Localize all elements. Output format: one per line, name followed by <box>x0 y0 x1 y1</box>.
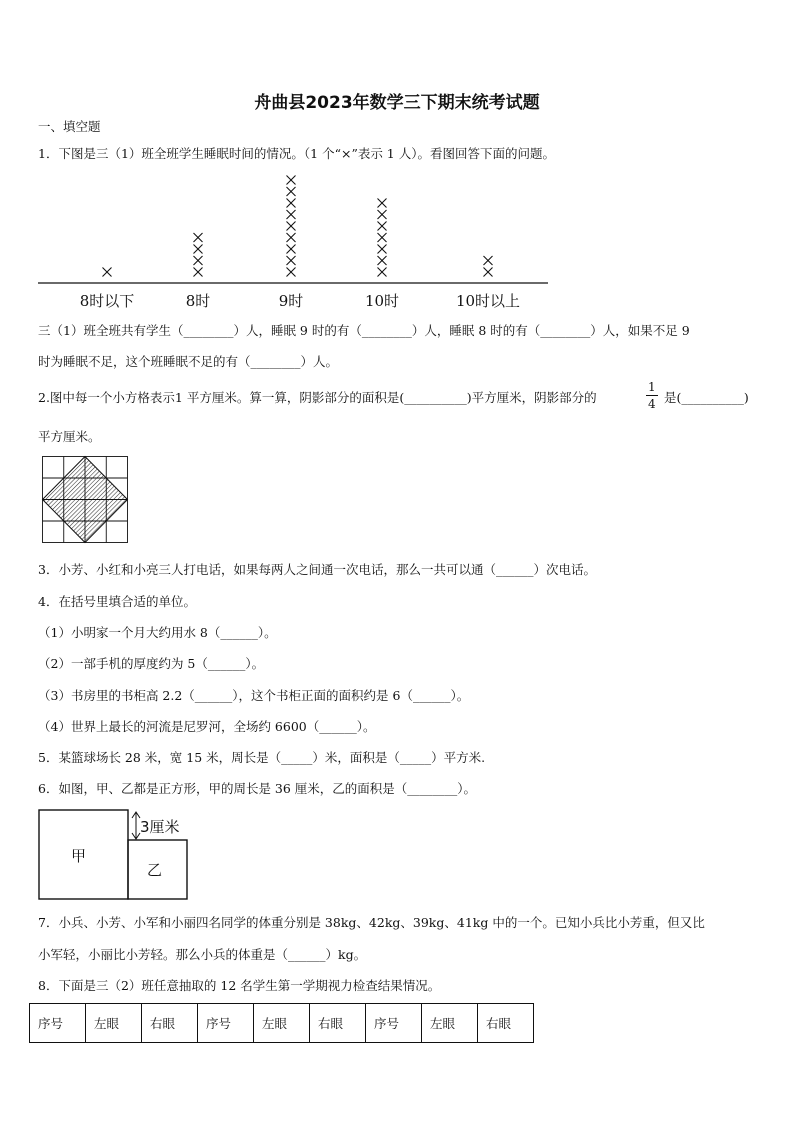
fraction-numerator: 1 <box>648 380 656 394</box>
q4-item-1: （1）小明家一个月大约用水 8（______）。 <box>38 625 277 640</box>
header-cell: 右眼 <box>310 1004 366 1043</box>
cross-mark <box>194 233 203 242</box>
cross-mark <box>378 210 387 219</box>
q4-item-3: （3）书房里的书柜高 2.2（______），这个书柜正面的面积约是 6（______）。 <box>38 688 470 703</box>
category-label: 10时以上 <box>455 292 521 310</box>
header-cell: 右眼 <box>142 1004 198 1043</box>
cross-mark <box>484 256 493 265</box>
cross-mark <box>287 176 296 185</box>
q7-line1: 7．小兵、小芳、小军和小丽四名同学的体重分别是 38kg、42kg、39kg、41kg 中的一个。已知小兵比小芳重，但又比 <box>38 915 705 930</box>
q7-line2: 小军轻，小丽比小芳轻。那么小兵的体重是（______）kg。 <box>38 947 367 962</box>
cross-mark <box>194 268 203 277</box>
category-label: 9时 <box>278 292 304 310</box>
q1-line2: 时为睡眠不足，这个班睡眠不足的有（________）人。 <box>38 354 339 369</box>
cross-mark <box>194 245 203 254</box>
category-label: 8时 <box>185 292 211 310</box>
cross-mark <box>287 210 296 219</box>
page-title: 舟曲县2023年数学三下期末统考试题 <box>254 93 540 113</box>
q3-text: 3．小芳、小红和小亮三人打电话，如果每两人之间通一次电话，那么一共可以通（______）次电话。 <box>38 562 596 577</box>
cross-mark <box>103 268 112 277</box>
cross-mark <box>378 222 387 231</box>
header-cell: 序号 <box>366 1004 422 1043</box>
q1-line1: 三（1）班全班共有学生（________）人，睡眠 9 时的有（________）人，睡眠 8 时的有（________）人，如果不足 9 <box>38 323 690 338</box>
fraction-denominator: 4 <box>648 397 656 411</box>
header-cell: 左眼 <box>86 1004 142 1043</box>
category-label: 8时以下 <box>79 292 135 310</box>
section-heading: 一、填空题 <box>38 119 101 134</box>
one-quarter-fraction <box>646 381 658 410</box>
q2-part2: 是(__________) <box>664 390 749 405</box>
cross-mark <box>378 199 387 208</box>
cross-mark <box>378 268 387 277</box>
q6-stem: 6．如图，甲、乙都是正方形，甲的周长是 36 厘米，乙的面积是（________）。 <box>38 781 477 796</box>
cross-mark <box>287 233 296 242</box>
q8-stem: 8．下面是三（2）班任意抽取的 12 名学生第一学期视力检查结果情况。 <box>38 978 441 993</box>
cross-mark <box>287 245 296 254</box>
label-3cm: 3厘米 <box>140 818 180 836</box>
q1-stem: 1．下图是三（1）班全班学生睡眠时间的情况。（1 个“×”表示 1 人）。看图回答下面的问题。 <box>38 146 555 161</box>
cross-mark <box>287 256 296 265</box>
header-cell: 序号 <box>30 1004 86 1043</box>
cross-mark <box>484 268 493 277</box>
header-cell: 序号 <box>198 1004 254 1043</box>
cross-mark <box>378 245 387 254</box>
label-yi: 乙 <box>147 861 163 879</box>
q2-line2: 平方厘米。 <box>38 429 101 444</box>
cross-mark <box>287 222 296 231</box>
sleep-dot-plot <box>0 0 794 330</box>
category-label: 10时 <box>364 292 400 310</box>
cross-mark <box>287 268 296 277</box>
q4-item-2: （2）一部手机的厚度约为 5（______）。 <box>38 656 265 671</box>
cross-mark <box>287 199 296 208</box>
vision-table <box>29 1003 534 1043</box>
squares-figure <box>38 808 198 903</box>
label-jia: 甲 <box>71 847 87 865</box>
q4-stem: 4．在括号里填合适的单位。 <box>38 594 196 609</box>
shaded-square-grid <box>42 456 128 543</box>
header-cell: 右眼 <box>478 1004 534 1043</box>
q5-text: 5．某篮球场长 28 米，宽 15 米，周长是（_____）米，面积是（_____）平方米. <box>38 750 486 765</box>
header-cell: 左眼 <box>422 1004 478 1043</box>
cross-mark <box>378 256 387 265</box>
table-header-row <box>30 1004 534 1043</box>
cross-mark <box>287 187 296 196</box>
header-cell: 左眼 <box>254 1004 310 1043</box>
grid-lines <box>43 457 128 543</box>
q2-part1: 2.图中每一个小方格表示1 平方厘米。算一算，阴影部分的面积是(__________)平方厘米，阴影部分的 <box>38 390 597 405</box>
cross-mark <box>378 233 387 242</box>
q4-item-4: （4）世界上最长的河流是尼罗河，全场约 6600（______）。 <box>38 719 376 734</box>
cross-mark <box>194 256 203 265</box>
